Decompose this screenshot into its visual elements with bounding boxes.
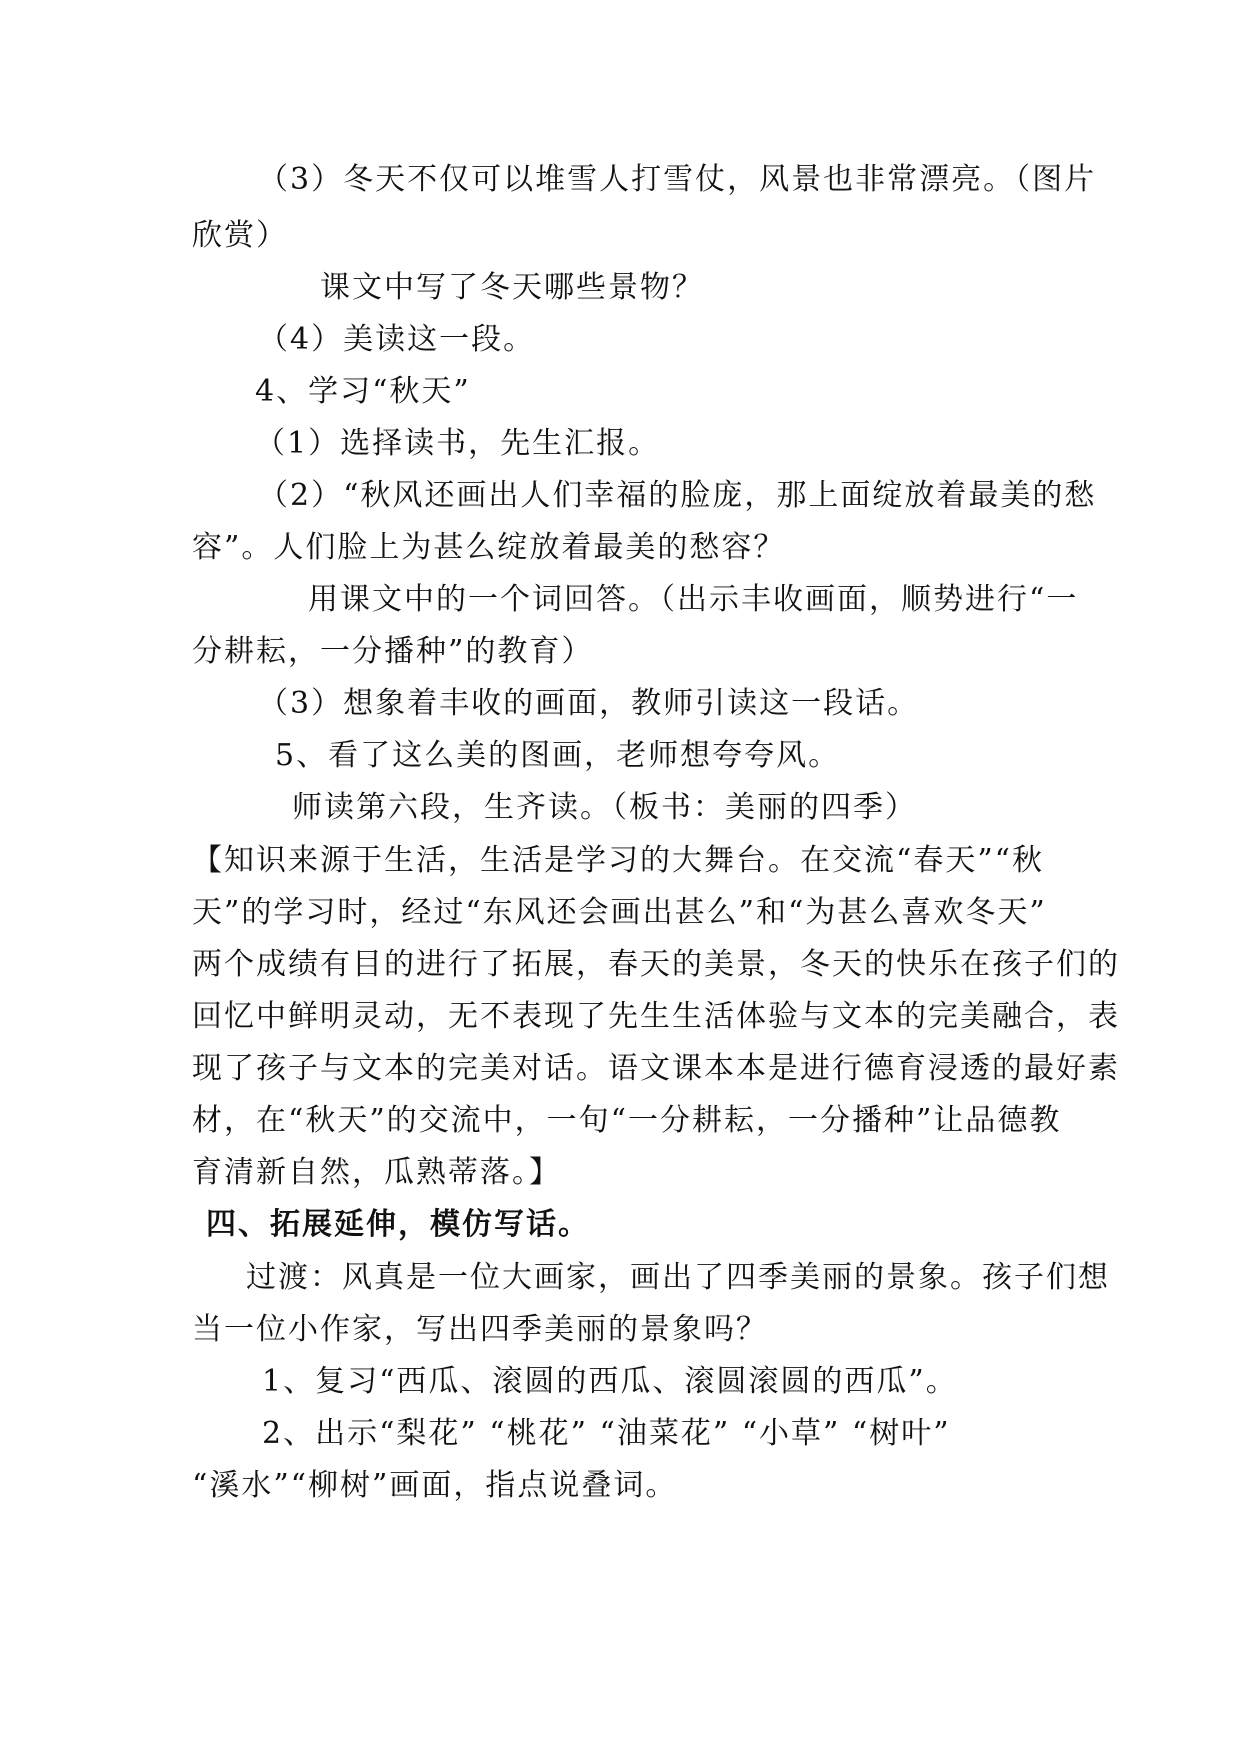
commentary-line: 天”的学习时，经过“东风还会画出甚么”和“为甚么喜欢冬天” — [192, 895, 1047, 930]
text-line: （2）“秋风还画出人们幸福的脸庞，那上面绽放着最美的愁 — [258, 478, 1097, 513]
text-line: 师读第六段，生齐读。（板书：美丽的四季） — [292, 790, 917, 825]
text-line: 5、看了这么美的图画，老师想夸夸风。 — [275, 738, 841, 773]
text-line: 当一位小作家，写出四季美丽的景象吗？ — [192, 1312, 768, 1347]
commentary-line: 两个成绩有目的进行了拓展，春天的美景，冬天的快乐在孩子们的 — [192, 947, 1120, 982]
commentary-line: 育清新自然，瓜熟蒂落。】 — [192, 1155, 561, 1190]
text-line: 1、复习“西瓜、滚圆的西瓜、滚圆滚圆的西瓜”。 — [262, 1364, 958, 1399]
commentary-line: 回忆中鲜明灵动，无不表现了先生生活体验与文本的完美融合，表 — [192, 999, 1120, 1034]
text-line: 2、出示“梨花” “桃花” “油菜花” “小草” “树叶” — [262, 1416, 951, 1451]
text-line: 4、学习“秋天” — [255, 374, 471, 409]
text-line: 欣赏） — [192, 218, 288, 253]
commentary-line: 材，在“秋天”的交流中，一句“一分耕耘，一分播种”让品德教 — [192, 1103, 1062, 1138]
text-line: 课文中写了冬天哪些景物？ — [320, 270, 704, 305]
text-line: （4）美读这一段。 — [258, 322, 536, 357]
text-line: “溪水”“柳树”画面，指点说叠词。 — [192, 1468, 678, 1503]
commentary-line: 【知识来源于生活，生活是学习的大舞台。在交流“春天”“秋 — [192, 843, 1045, 878]
text-line: 用课文中的一个词回答。（出示丰收画面，顺势进行“一 — [308, 582, 1079, 617]
commentary-line: 现了孩子与文本的完美对话。语文课本本是进行德育浸透的最好素 — [192, 1051, 1120, 1086]
section-heading: 四、拓展延伸，模仿写话。 — [206, 1207, 590, 1242]
text-line: 过渡：风真是一位大画家，画出了四季美丽的景象。孩子们想 — [246, 1260, 1110, 1295]
text-line: 分耕耘，一分播种”的教育） — [192, 634, 594, 669]
text-line: （3）想象着丰收的画面，教师引读这一段话。 — [258, 686, 920, 721]
text-line: （3）冬天不仅可以堆雪人打雪仗，风景也非常漂亮。（图片 — [258, 162, 1097, 197]
text-line: 容”。人们脸上为甚么绽放着最美的愁容？ — [192, 530, 786, 565]
text-line: （1）选择读书，先生汇报。 — [255, 426, 661, 461]
